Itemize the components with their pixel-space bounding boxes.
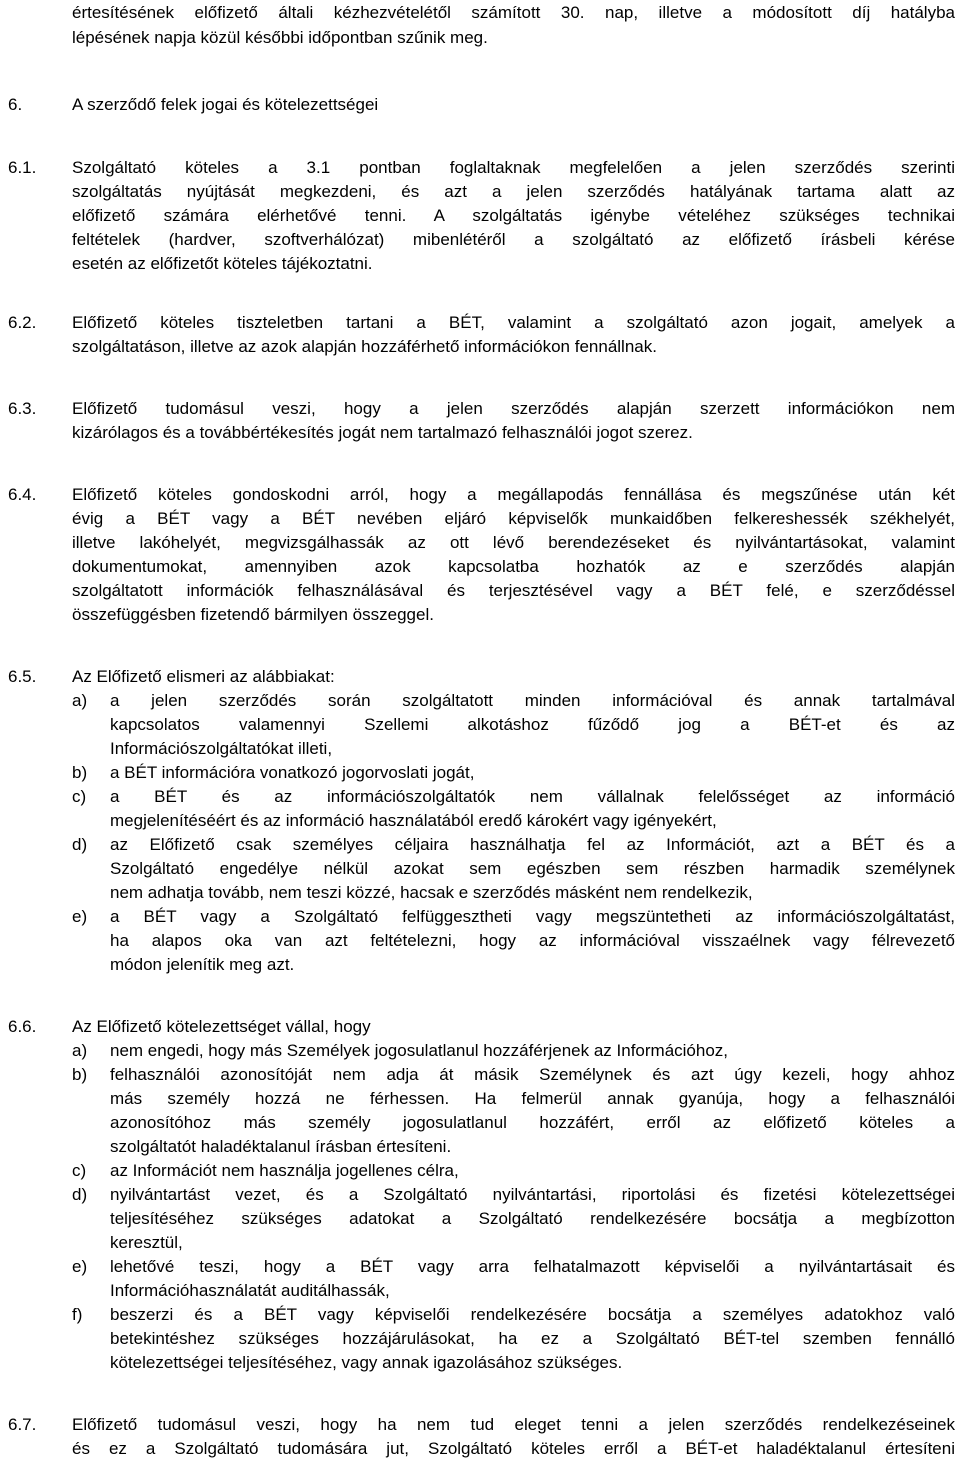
item-line: a BÉT és az információszolgáltatók nem vállalnak felelősséget az információ — [110, 787, 955, 806]
section-number: 6.2. — [8, 313, 37, 332]
section-number: 6.6. — [8, 1017, 37, 1036]
item-line: Szolgáltató engedélye nélkül azokat sem egészben sem részben harmadik személynek — [110, 859, 955, 878]
item-line: nem engedi, hogy más Személyek jogosulatlanul hozzáférjenek az Információhoz, — [110, 1041, 729, 1060]
paragraph-line: Előfizető köteles tiszteletben tartani a BÉT, valamint a szolgáltató azon jogait, amelyek a — [72, 313, 955, 332]
item-letter: f) — [72, 1305, 83, 1324]
item-line: ha alapos oka van azt feltételezni, hogy az információval visszaélnek vagy félrevezető — [110, 931, 955, 950]
item-line: az Előfizető csak személyes céljaira használhatja fel az Információt, azt a BÉT és a — [110, 835, 955, 854]
item-line: a BÉT információra vonatkozó jogorvoslati jogát, — [110, 763, 475, 782]
item-line: a BÉT vagy a Szolgáltató felfüggesztheti vagy megszüntetheti az információszolgáltatást, — [110, 907, 955, 926]
paragraph-line: Előfizető köteles gondoskodni arról, hogy a megállapodás fennállása és megszűnése után két — [72, 485, 955, 504]
paragraph-line: szolgáltatáson, illetve az azok alapján hozzáférhető információkon fennállnak. — [72, 337, 657, 356]
item-line: Információszolgáltatókat illeti, — [110, 739, 333, 758]
section-number: 6.7. — [8, 1415, 37, 1434]
paragraph-line: évig a BÉT vagy a BÉT nevében eljáró képviselők munkaidőben felkereshessék székhelyét, — [72, 509, 955, 528]
item-letter: b) — [72, 1065, 88, 1084]
item-letter: e) — [72, 1257, 88, 1276]
paragraph-line: szolgáltatott információk felhasználásával és terjesztésével vagy a BÉT felé, e szerződéssel — [72, 581, 955, 600]
item-letter: c) — [72, 787, 87, 806]
item-letter: a) — [72, 691, 88, 710]
paragraph-line: kizárólagos és a továbbértékesítés jogát nem tartalmazó felhasználói jogot szerez. — [72, 423, 693, 442]
section-number: 6.1. — [8, 158, 37, 177]
item-letter: d) — [72, 1185, 88, 1204]
item-line: kötelezettségei teljesítéséhez, vagy annak igazolásához szükséges. — [110, 1353, 623, 1372]
paragraph-line: összefüggésben fizetendő bármilyen összeggel. — [72, 605, 434, 624]
section-title: Az Előfizető elismeri az alábbiakat: — [72, 667, 335, 686]
item-line: az Információt nem használja jogellenes célra, — [110, 1161, 459, 1180]
item-line: azonosítóhoz más személy jogosulatlanul hozzáfért, erről az előfizető köteles a — [110, 1113, 955, 1132]
item-line: keresztül, — [110, 1233, 183, 1252]
item-letter: e) — [72, 907, 88, 926]
paragraph-line: és ez a Szolgáltató tudomására jut, Szolgáltató köteles erről a BÉT-et haladéktalanul értesíteni — [72, 1439, 955, 1458]
item-line: a jelen szerződés során szolgáltatott minden információval és annak tartalmával — [110, 691, 955, 710]
item-letter: d) — [72, 835, 88, 854]
paragraph-line: feltételek (hardver, szoftverhálózat) mibenlétéről a szolgáltató az előfizető írásbeli kérése — [72, 230, 955, 249]
item-letter: b) — [72, 763, 88, 782]
item-line: megjelenítéséért és az információ használatából eredő károkért vagy igényekért, — [110, 811, 717, 830]
item-letter: c) — [72, 1161, 87, 1180]
item-line: teljesítéséhez szükséges adatokat a Szolgáltató rendelkezésére bocsátja a megbízotton — [110, 1209, 955, 1228]
item-line: beszerzi és a BÉT vagy képviselői rendelkezésére bocsátja a személyes adatokhoz való — [110, 1305, 955, 1324]
item-line: módon jelenítik meg azt. — [110, 955, 295, 974]
item-line: betekintéshez szükséges hozzájárulásokat, ha ez a Szolgáltató BÉT-tel szemben fennálló — [110, 1329, 955, 1348]
paragraph-line: szolgáltatás nyújtását megkezdeni, és azt a jelen szerződés hatályának tartama alatt az — [72, 182, 955, 201]
item-line: nem adhatja tovább, nem teszi közzé, hacsak e szerződés másként nem rendelkezik, — [110, 883, 753, 902]
item-line: más személy hozzá ne férhessen. Ha felmerül annak gyanúja, hogy a felhasználói — [110, 1089, 955, 1108]
paragraph-line: előfizető számára elérhetővé tenni. A szolgáltatás igénybe vételéhez szükséges technikai — [72, 206, 955, 225]
paragraph-line: Előfizető tudomásul veszi, hogy a jelen szerződés alapján szerzett információkon nem — [72, 399, 955, 418]
item-line: felhasználói azonosítóját nem adja át másik Személynek és azt úgy kezeli, hogy ahhoz — [110, 1065, 955, 1084]
paragraph-line: Szolgáltató köteles a 3.1 pontban foglaltaknak megfelelően a jelen szerződés szerinti — [72, 158, 955, 177]
section-number: 6.4. — [8, 485, 37, 504]
section-title: Az Előfizető kötelezettséget vállal, hogy — [72, 1017, 371, 1036]
paragraph-line: esetén az előfizetőt köteles tájékoztatni. — [72, 254, 373, 273]
item-line: kapcsolatos valamennyi Szellemi alkotáshoz fűződő jog a BÉT-et és az — [110, 715, 955, 734]
paragraph-line: Előfizető tudomásul veszi, hogy ha nem tud eleget tenni a jelen szerződés rendelkezéseinek — [72, 1415, 955, 1434]
paragraph-line: dokumentumokat, amennyiben azok kapcsolatba hozhatók az e szerződés alapján — [72, 557, 955, 576]
section-number: 6.3. — [8, 399, 37, 418]
intro-line: lépésének napja közül későbbi időpontban szűnik meg. — [72, 28, 488, 47]
intro-line: értesítésének előfizető általi kézhezvételétől számított 30. nap, illetve a módosított díj hatályba — [72, 3, 955, 22]
item-line: Információhasználatát auditálhassák, — [110, 1281, 390, 1300]
section-number: 6.5. — [8, 667, 37, 686]
item-line: nyilvántartást vezet, és a Szolgáltató nyilvántartási, riportolási és fizetési kötelezettségei — [110, 1185, 955, 1204]
item-line: szolgáltatót haladéktalanul írásban értesíteni. — [110, 1137, 452, 1156]
item-line: lehetővé teszi, hogy a BÉT vagy arra felhatalmazott képviselői a nyilvántartásait és — [110, 1257, 955, 1276]
item-letter: a) — [72, 1041, 88, 1060]
section-title: A szerződő felek jogai és kötelezettségei — [72, 95, 379, 114]
section-number: 6. — [8, 95, 23, 114]
paragraph-line: illetve lakóhelyét, megvizsgálhassák az ott lévő berendezéseket és nyilvántartásokat, valamint — [72, 533, 955, 552]
